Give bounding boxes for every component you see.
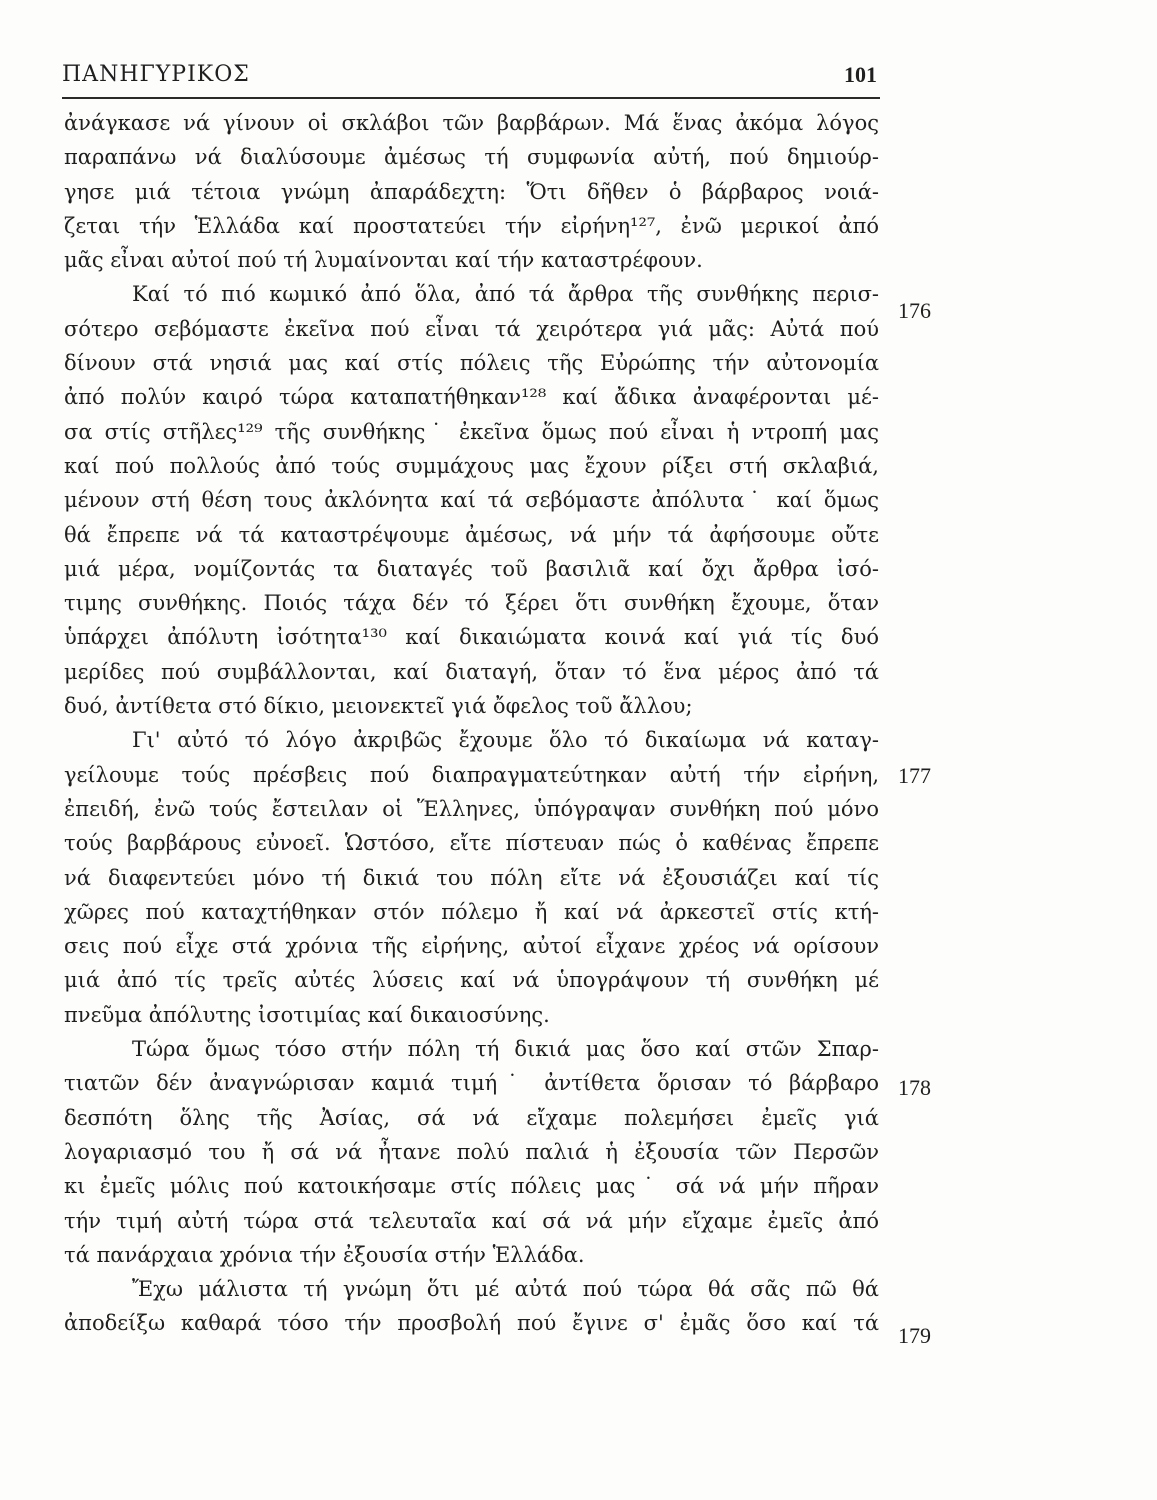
- text-line: μερίδες πού συμβάλλονται, καί διαταγή, ὅταν τό ἕνα μέρος ἀπό τά: [64, 659, 879, 684]
- text-line: Γι' αὐτό τό λόγο ἀκριβῶς ἔχουμε ὅλο τό δικαίωμα νά καταγ-: [132, 728, 879, 753]
- text-line: τούς βαρβάρους εὐνοεῖ. Ὡστόσο, εἴτε πίστευαν πώς ὁ καθένας ἔπρεπε: [64, 831, 879, 856]
- text-line: ἀπό πολύν καιρό τώρα καταπατήθηκαν¹²⁸ καί ἄδικα ἀναφέρονται μέ-: [64, 385, 879, 410]
- text-line: ζεται τήν Ἑλλάδα καί προστατεύει τήν εἰρήνη¹²⁷, ἐνῶ μερικοί ἀπό: [64, 213, 879, 238]
- text-line: μιά μέρα, νομίζοντάς τα διαταγές τοῦ βασιλιᾶ καί ὄχι ἄρθρα ἰσό-: [64, 556, 879, 581]
- margin-section-number-177: 177: [898, 763, 931, 788]
- text-body: [64, 106, 879, 1341]
- text-line: τιατῶν δέν ἀναγνώρισαν καμιά τιμή˙ ἀντίθετα ὅρισαν τό βάρβαρο: [64, 1071, 879, 1096]
- text-line: τά πανάρχαια χρόνια τήν ἐξουσία στήν Ἑλλάδα.: [64, 1242, 585, 1267]
- margin-section-number-179: 179: [898, 1323, 931, 1348]
- margin-section-number-178: 178: [898, 1075, 931, 1100]
- text-line: ἀποδείξω καθαρά τόσο τήν προσβολή πού ἔγινε σ' ἐμᾶς ὅσο καί τά: [64, 1311, 879, 1336]
- text-line: τιμης συνθήκης. Ποιός τάχα δέν τό ξέρει ὅτι συνθήκη ἔχουμε, ὅταν: [64, 591, 879, 616]
- text-line: σεις πού εἶχε στά χρόνια τῆς εἰρήνης, αὐτοί εἶχανε χρέος νά ορίσουν: [64, 934, 879, 959]
- text-line: δεσπότη ὅλης τῆς Ἀσίας, σά νά εἴχαμε πολεμήσει ἐμεῖς γιά: [64, 1105, 879, 1130]
- text-line: μᾶς εἶναι αὐτοί πού τή λυμαίνονται καί τήν καταστρέφουν.: [64, 248, 703, 273]
- text-line: μένουν στή θέση τους ἀκλόνητα καί τά σεβόμαστε ἀπόλυτα˙ καί ὅμως: [64, 488, 879, 513]
- text-line: χῶρες πού καταχτήθηκαν στόν πόλεμο ἤ καί νά ἀρκεστεῖ στίς κτή-: [64, 899, 879, 924]
- header-rule: [62, 97, 880, 99]
- text-line: γησε μιά τέτοια γνώμη ἀπαράδεχτη: Ὅτι δῆθεν ὁ βάρβαρος νοιά-: [64, 179, 879, 204]
- margin-section-number-176: 176: [898, 298, 931, 323]
- text-line: νά διαφεντεύει μόνο τή δικιά του πόλη εἴτε νά ἐξουσιάζει καί τίς: [64, 865, 879, 890]
- page-number: 101: [844, 62, 877, 87]
- text-line: Καί τό πιό κωμικό ἀπό ὅλα, ἀπό τά ἄρθρα τῆς συνθήκης περισ-: [132, 282, 879, 307]
- text-line: θά ἔπρεπε νά τά καταστρέψουμε ἀμέσως, νά μήν τά ἀφήσουμε οὔτε: [64, 522, 879, 547]
- text-line: ἐπειδή, ἐνῶ τούς ἔστειλαν οἱ Ἕλληνες, ὑπόγραψαν συνθήκη πού μόνο: [64, 796, 879, 821]
- text-line: πνεῦμα ἀπόλυτης ἰσοτιμίας καί δικαιοσύνης.: [64, 1002, 550, 1027]
- text-line: δίνουν στά νησιά μας καί στίς πόλεις τῆς Εὐρώπης τήν αὐτονομία: [64, 351, 879, 376]
- text-line: γείλουμε τούς πρέσβεις πού διαπραγματεύτηκαν αὐτή τήν εἰρήνη,: [64, 762, 879, 787]
- text-line: παραπάνω νά διαλύσουμε ἀμέσως τή συμφωνία αὐτή, πού δημιούρ-: [64, 145, 879, 170]
- text-line: λογαριασμό του ἤ σά νά ἦτανε πολύ παλιά ἡ ἐξουσία τῶν Περσῶν: [64, 1139, 879, 1164]
- text-line: σότερο σεβόμαστε ἐκεῖνα πού εἶναι τά χειρότερα γιά μᾶς: Αὐτά πού: [64, 316, 879, 341]
- text-line: σα στίς στῆλες¹²⁹ τῆς συνθήκης˙ ἐκεῖνα ὅμως πού εἶναι ἡ ντροπή μας: [64, 419, 879, 444]
- running-head-title: ΠΑΝΗΓΥΡΙΚΟΣ: [62, 62, 250, 87]
- text-line: καί πού πολλούς ἀπό τούς συμμάχους μας ἔχουν ρίξει στή σκλαβιά,: [64, 453, 879, 478]
- text-line: μιά ἀπό τίς τρεῖς αὐτές λύσεις καί νά ὑπογράψουν τή συνθήκη μέ: [64, 968, 879, 993]
- text-line: Ἔχω μάλιστα τή γνώμη ὅτι μέ αὐτά πού τώρα θά σᾶς πῶ θά: [132, 1277, 879, 1302]
- text-line: τήν τιμή αὐτή τώρα στά τελευταῖα καί σά νά μήν εἴχαμε ἐμεῖς ἀπό: [64, 1208, 879, 1233]
- text-line: κι ἐμεῖς μόλις πού κατοικήσαμε στίς πόλεις μας˙ σά νά μήν πῆραν: [64, 1174, 879, 1199]
- text-line: ὑπάρχει ἀπόλυτη ἰσότητα¹³⁰ καί δικαιώματα κοινά καί γιά τίς δυό: [64, 625, 879, 650]
- text-line: δυό, ἀντίθετα στό δίκιο, μειονεκτεῖ γιά ὄφελος τοῦ ἄλλου;: [64, 694, 693, 719]
- text-line: Τώρα ὅμως τόσο στήν πόλη τή δικιά μας ὅσο καί στῶν Σπαρ-: [132, 1037, 879, 1062]
- text-line: ἀνάγκασε νά γίνουν οἱ σκλάβοι τῶν βαρβάρων. Μά ἕνας ἀκόμα λόγος: [64, 111, 879, 135]
